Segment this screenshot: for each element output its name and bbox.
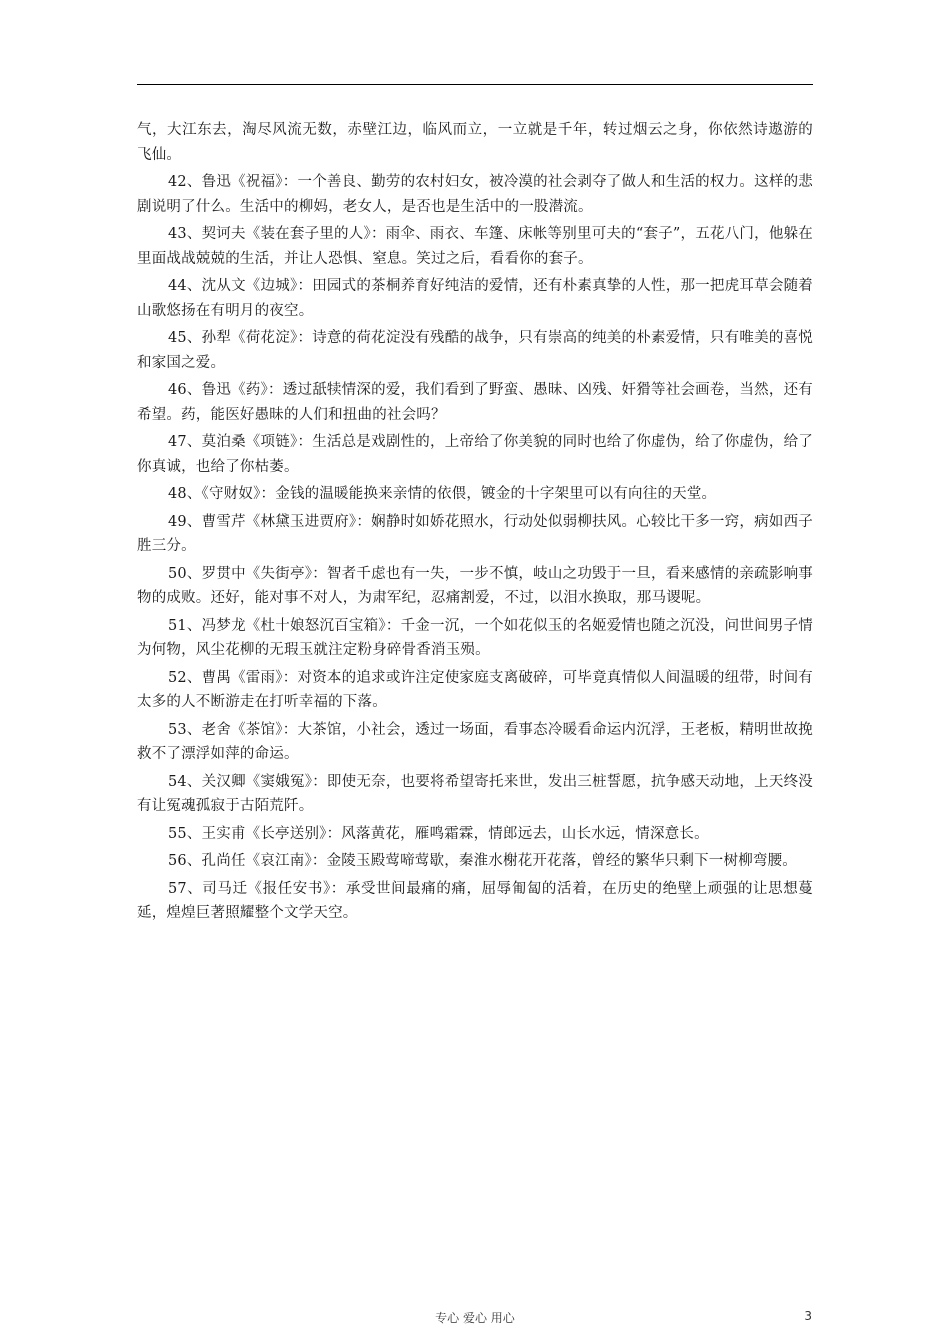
- paragraph-0: 气，大江东去，淘尽风流无数，赤壁江边，临风而立，一立就是千年，转过烟云之身，你依然诗遨游的飞仙。: [137, 122, 813, 163]
- paragraph-51: 51、冯梦龙《杜十娘怒沉百宝箱》：千金一沉，一个如花似玉的名姬爱情也随之沉没，问世间男子情为何物，风尘花柳的无瑕玉就注定粉身碎骨香消玉殒。: [137, 617, 813, 658]
- paragraph-50: 50、罗贯中《失街亭》：智者千虑也有一失，一步不慎，岐山之功毁于一旦，看来感情的亲疏影响事物的成败。还好，能对事不对人，为肃军纪，忍痛割爱，不过，以泪水换取，那马谡呢。: [137, 565, 813, 606]
- paragraph-46: 46、鲁迅《药》：透过舐犊情深的爱，我们看到了野蛮、愚昧、凶残、奸猾等社会画卷，当然，还有希望。药，能医好愚昧的人们和扭曲的社会吗？: [137, 382, 813, 423]
- paragraph-55: 55、王实甫《长亭送别》：风落黄花，雁鸣霜霖，情郎远去，山长水远，情深意长。: [168, 825, 709, 842]
- paragraph-42: 42、鲁迅《祝福》：一个善良、勤劳的农村妇女，被冷漠的社会剥夺了做人和生活的权力。这样的悲剧说明了什么。生活中的柳妈，老女人，是否也是生活中的一股潜流。: [137, 174, 813, 215]
- paragraph-56: 56、孔尚任《哀江南》：金陵玉殿莺啼莺歇，秦淮水榭花开花落，曾经的繁华只剩下一树柳弯腰。: [168, 853, 797, 869]
- paragraph-54: 54、关汉卿《窦娥冤》：即使无奈，也要将希望寄托来世，发出三桩誓愿，抗争感天动地，上天终没有让冤魂孤寂于古陌荒阡。: [137, 773, 813, 814]
- page-number: 3: [804, 1309, 812, 1323]
- footer-motto: 专心 爱心 用心: [435, 1311, 515, 1325]
- paragraph-57: 57、司马迁《报任安书》：承受世间最痛的痛，屈辱匍匐的活着，在历史的绝壁上顽强的让思想蔓延，煌煌巨著照耀整个文学天空。: [137, 880, 813, 921]
- paragraph-48: 48、《守财奴》：金钱的温暖能换来亲情的依偎，镀金的十字架里可以有向往的天堂。: [168, 486, 717, 502]
- page-footer: [0, 1309, 950, 1329]
- paragraph-49: 49、曹雪芹《林黛玉进贾府》：娴静时如娇花照水，行动处似弱柳扶风。心较比干多一窍，病如西子胜三分。: [137, 513, 813, 554]
- paragraph-53: 53、老舍《茶馆》：大茶馆，小社会，透过一场面，看事态冷暖看命运内沉浮，王老板，精明世故挽救不了漂浮如萍的命运。: [137, 721, 813, 762]
- paragraph-44: 44、沈从文《边城》：田园式的茶桐养育好纯洁的爱情，还有朴素真挚的人性，那一把虎耳草会随着山歌悠扬在有明月的夜空。: [137, 278, 813, 319]
- document-body: [137, 118, 813, 929]
- paragraph-45: 45、孙犁《荷花淀》：诗意的荷花淀没有残酷的战争，只有崇高的纯美的朴素爱情，只有唯美的喜悦和家国之爱。: [137, 330, 813, 371]
- paragraph-43: 43、契诃夫《装在套子里的人》：雨伞、雨衣、车篷、床帐等别里可夫的“套子”，五花八门，他躲在里面战战兢兢的生活，并让人恐惧、窒息。笑过之后，看看你的套子。: [137, 226, 813, 267]
- paragraph-47: 47、莫泊桑《项链》：生活总是戏剧性的，上帝给了你美貌的同时也给了你虚伪，给了你虚伪，给了你真诚，也给了你枯萎。: [137, 434, 813, 475]
- paragraph-52: 52、曹禺《雷雨》：对资本的追求或许注定使家庭支离破碎，可毕竟真情似人间温暖的纽带，时间有太多的人不断游走在打听幸福的下落。: [137, 669, 813, 710]
- header-rule: [137, 84, 813, 85]
